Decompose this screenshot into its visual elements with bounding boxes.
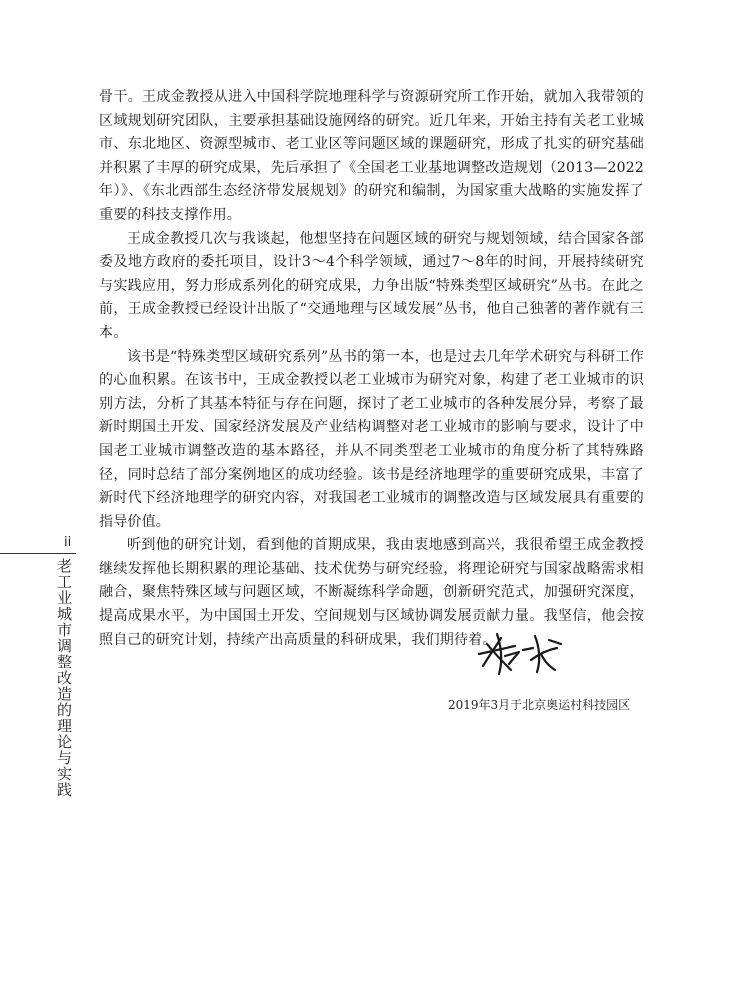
page-number: ii [64,535,72,550]
paragraph-4: 听到他的研究计划，看到他的首期成果，我由衷地感到高兴，我很希望王成金教授继续发挥他长期积累的理论基础、技术优势与研究经验，将理论研究与国家战略需求相融合，聚焦特殊区域与问题区域，不断凝练科学命题，创新研究范式，加强研究深度，提高成果水平，为中国国土开发、空间规划与区域协调发展贡献力量。我坚信，他会按照自己的研究计划，持续产出高质量的科研成果，我们期待着。 [99,537,644,648]
handwritten-signature [475,626,570,678]
signature-date: 2019年3月于北京奥运村科技园区 [448,698,631,712]
paragraph-3: 该书是“特殊类型区域研究系列”丛书的第一本，也是过去几年学术研究与科研工作的心血积累。在该书中，王成金教授以老工业城市为研究对象，构建了老工业城市的识别方法，分析了其基本特征与存在问题，探讨了老工业城市的各种发展分异，考察了最新时期国土开发、国家经济发展及产业结构调整对老工业城市的影响与要求，设计了中国老工业城市调整改造的基本路径，并从不同类型老工业城市的角度分析了其特殊路径，同时总结了部分案例地区的成功经验。该书是经济地理学的重要研究成果，丰富了新时代下经济地理学的研究内容，对我国老工业城市的调整改造与区域发展具有重要的指导价值。 [99,348,644,530]
preface-body [99,86,644,652]
running-title: 老工业城市调整改造的理论与实践 [55,558,73,798]
margin-rule [0,553,76,554]
paragraph-1: 骨干。王成金教授从进入中国科学院地理科学与资源研究所工作开始，就加入我带领的区域规划研究团队，主要承担基础设施网络的研究。近几年来，开始主持有关老工业城市、东北地区、资源型城市、老工业区等问题区域的课题研究，形成了扎实的研究基础并积累了丰厚的研究成果，先后承担了《全国老工业基地调整改造规划（2013—2022年）》、《东北西部生态经济带发展规划》的研究和编制，为国家重大战略的实施发挥了重要的科技支撑作用。 [99,89,644,223]
paragraph-2: 王成金教授几次与我谈起，他想坚持在问题区域的研究与规划领域，结合国家各部委及地方政府的委托项目，设计3～4个科学领域，通过7～8年的时间，开展持续研究与实践应用，努力形成系列化的研究成果，力争出版“特殊类型区域研究”丛书。在此之前，王成金教授已经设计出版了“交通地理与区域发展”丛书，他自己独著的著作就有三本。 [99,230,644,341]
